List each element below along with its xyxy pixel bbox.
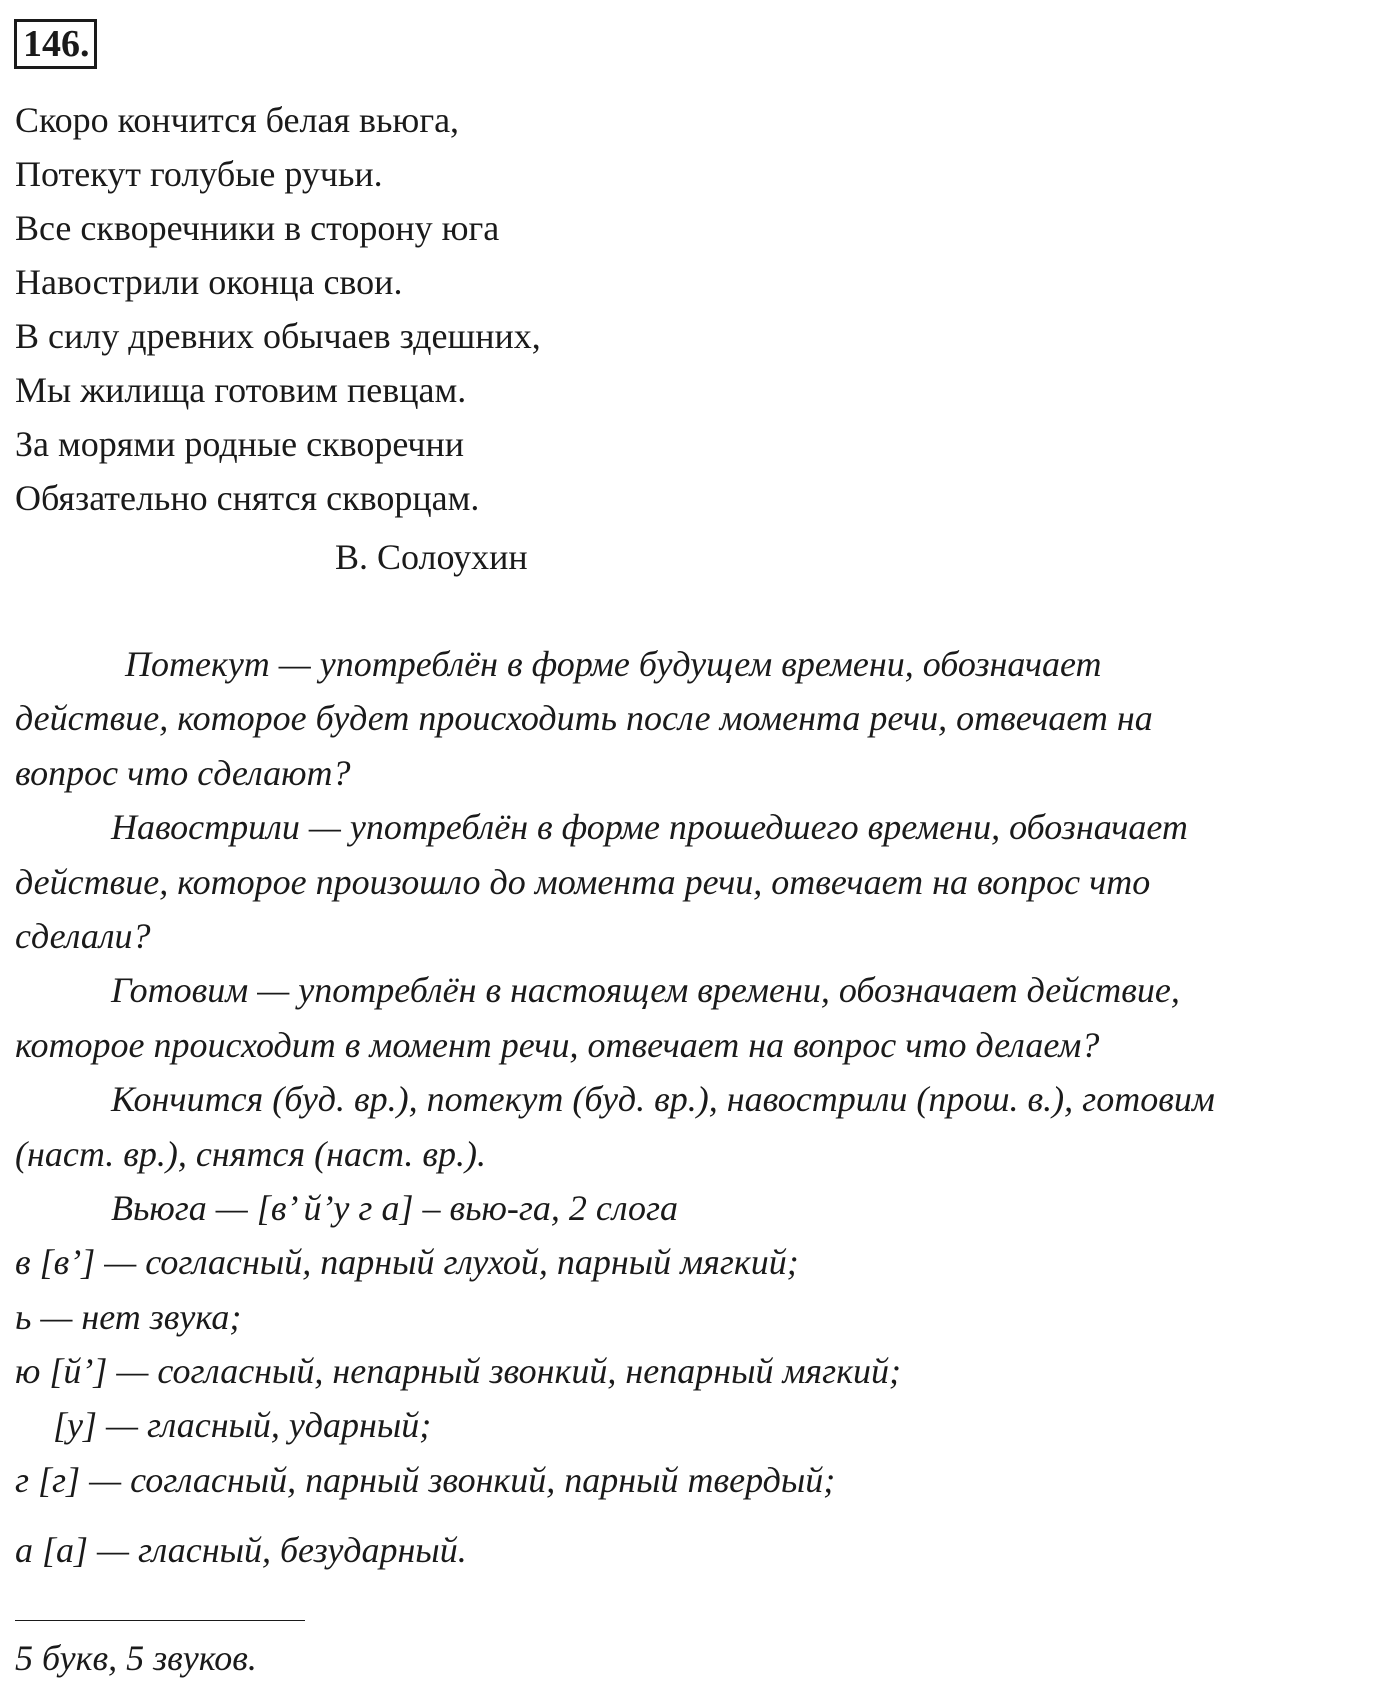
poem xyxy=(15,93,541,525)
poem-line: За морями родные скворечни xyxy=(15,424,465,464)
answer-line: ь — нет звука; xyxy=(15,1296,242,1337)
answer-line: в [в’] — согласный, парный глухой, парный мягкий; xyxy=(15,1242,799,1283)
answer-text xyxy=(15,637,1215,1578)
answer-line: Готовим — употреблён в настоящем времени, обозначает действие, xyxy=(111,970,1180,1011)
answer-line: ю [й’] — согласный, непарный звонкий, непарный мягкий; xyxy=(15,1351,902,1392)
poem-line: Навострили оконца свои. xyxy=(15,262,403,302)
answer-line: вопрос что сделают? xyxy=(15,752,351,793)
exercise-number: 146. xyxy=(14,19,97,69)
answer-line: действие, которое будет происходить после момента речи, отвечает на xyxy=(15,698,1153,739)
answer-line: Вьюга — [в’ й’у г а] – вью-га, 2 слога xyxy=(111,1187,679,1228)
poem-line: Обязательно снятся скворцам. xyxy=(15,478,480,518)
answer-line: действие, которое произошло до момента речи, отвечает на вопрос что xyxy=(15,861,1151,902)
answer-line: [у] — гласный, ударный; xyxy=(53,1405,432,1446)
answer-line: сделали? xyxy=(15,915,151,956)
poem-author: В. Солоухин xyxy=(335,537,528,577)
answer-line: г [г] — согласный, парный звонкий, парный твердый; xyxy=(15,1459,836,1500)
answer-line: Потекут — употреблён в форме будущем времени, обозначает xyxy=(125,644,1102,684)
answer-line: которое происходит в момент речи, отвечает на вопрос что делаем? xyxy=(15,1024,1100,1065)
answer-line: а [а] — гласный, безударный. xyxy=(15,1530,467,1571)
poem-line: Мы жилища готовим певцам. xyxy=(15,370,467,410)
footnote: 5 букв, 5 звуков. xyxy=(15,1638,257,1678)
answer-line: Навострили — употреблён в форме прошедшего времени, обозначает xyxy=(111,807,1188,848)
poem-line: Все скворечники в сторону юга xyxy=(15,208,500,248)
answer-line: Кончится (буд. вр.), потекут (буд. вр.), навострили (прош. в.), готовим xyxy=(111,1079,1215,1120)
poem-line: В силу древних обычаев здешних, xyxy=(15,316,541,356)
poem-line: Скоро кончится белая вьюга, xyxy=(15,100,460,140)
poem-line: Потекут голубые ручьи. xyxy=(15,154,383,194)
answer-line: (наст. вр.), снятся (наст. вр.). xyxy=(15,1133,487,1174)
footnote-divider xyxy=(15,1620,305,1621)
